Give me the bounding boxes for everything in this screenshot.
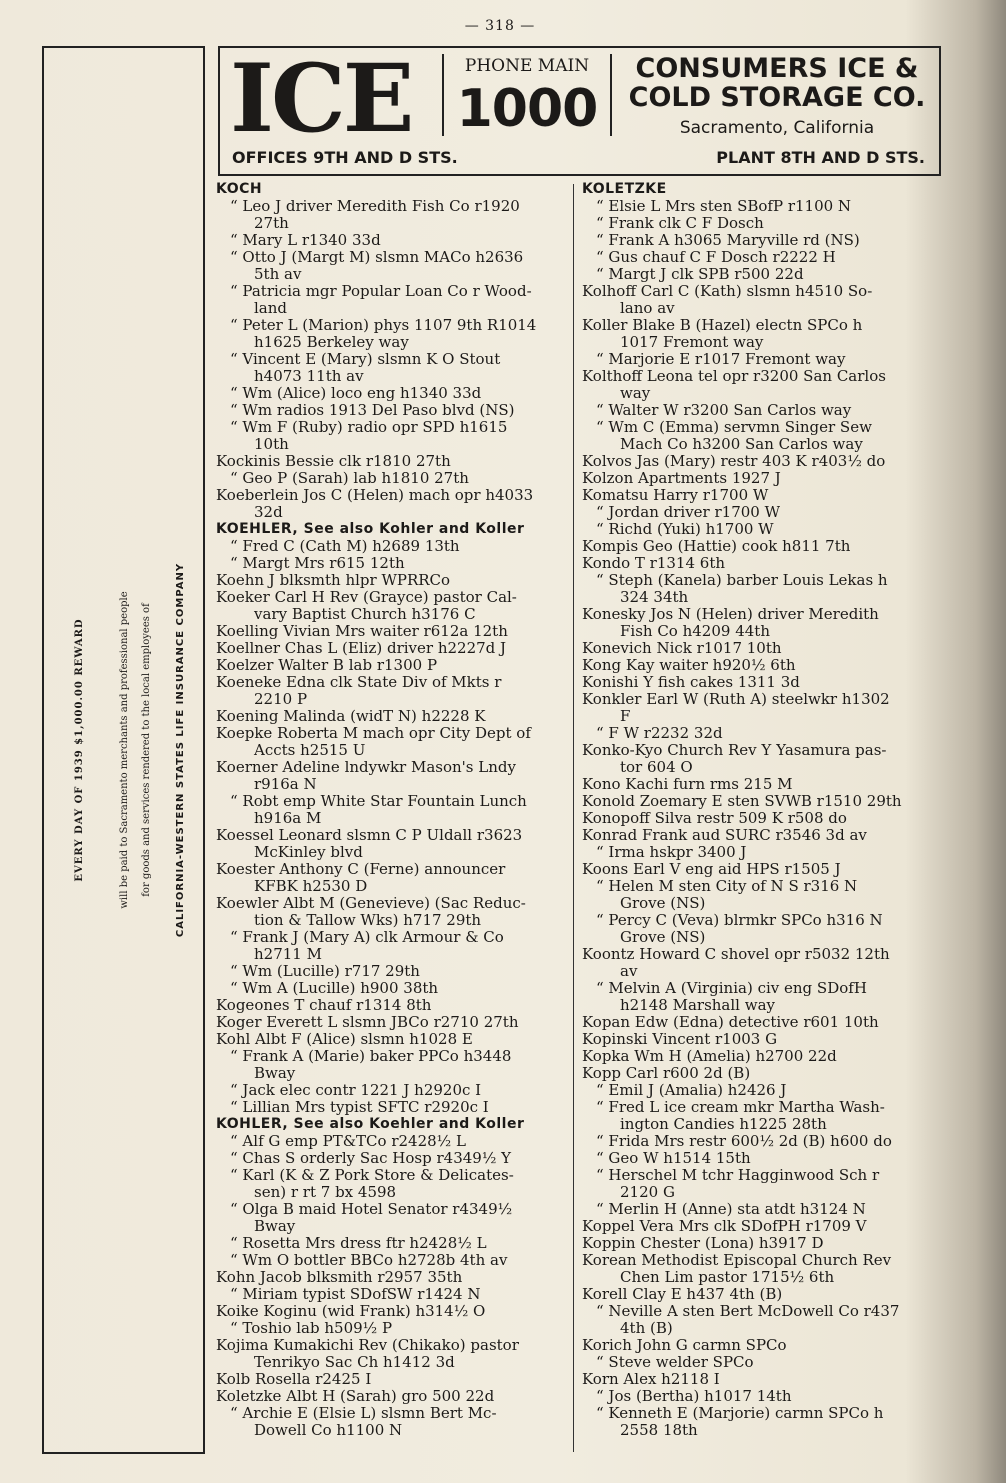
entry-continuation: av bbox=[620, 962, 638, 980]
directory-entry: Konold Zoemary E sten SVWB r1510 29th bbox=[582, 792, 902, 810]
entry-continuation: 324 34th bbox=[620, 588, 689, 606]
entry-continuation: 5th av bbox=[254, 265, 302, 283]
directory-entry: Koppin Chester (Lona) h3917 D bbox=[582, 1234, 824, 1252]
directory-entry: Konkler Earl W (Ruth A) steelwkr h1302 bbox=[582, 690, 890, 708]
directory-entry: Kojima Kumakichi Rev (Chikako) pastor bbox=[216, 1336, 519, 1354]
directory-entry: Kockinis Bessie clk r1810 27th bbox=[216, 452, 451, 470]
entry-continuation: Tenrikyo Sac Ch h1412 3d bbox=[254, 1353, 455, 1371]
directory-entry: “ Alf G emp PT&TCo r2428½ L bbox=[230, 1132, 466, 1150]
directory-entry: “ Peter L (Marion) phys 1107 9th R1014 bbox=[230, 316, 537, 334]
directory-entry: Koehn J blksmth hlpr WPRRCo bbox=[216, 571, 451, 589]
directory-entry: Korell Clay E h437 4th (B) bbox=[582, 1285, 783, 1303]
directory-entry: “ Jack elec contr 1221 J h2920c I bbox=[230, 1081, 482, 1099]
directory-entry: “ Archie E (Elsie L) slsmn Bert Mc- bbox=[230, 1404, 497, 1422]
directory-entry: Koester Anthony C (Ferne) announcer bbox=[216, 860, 506, 878]
phone-label: PHONE MAIN bbox=[464, 56, 590, 76]
directory-entry: “ Margt Mrs r615 12th bbox=[230, 554, 405, 572]
directory-entry: Koening Malinda (widT N) h2228 K bbox=[216, 707, 486, 725]
entry-continuation: McKinley blvd bbox=[254, 843, 363, 861]
entry-continuation: way bbox=[620, 384, 651, 402]
entry-continuation: lano av bbox=[620, 299, 675, 317]
directory-entry: “ Frida Mrs restr 600½ 2d (B) h600 do bbox=[596, 1132, 892, 1150]
section-heading: KOLETZKE bbox=[582, 181, 667, 197]
directory-entry: Konishi Y fish cakes 1311 3d bbox=[582, 673, 800, 691]
directory-entry: Kopan Edw (Edna) detective r601 10th bbox=[582, 1013, 879, 1031]
directory-entry: Kohl Albt F (Alice) slsmn h1028 E bbox=[216, 1030, 473, 1048]
directory-entry: “ Gus chauf C F Dosch r2222 H bbox=[596, 248, 836, 266]
directory-entry: Koepke Roberta M mach opr City Dept of bbox=[216, 724, 531, 742]
directory-entry: “ Vincent E (Mary) slsmn K O Stout bbox=[230, 350, 501, 368]
phone-number: 1000 bbox=[456, 79, 598, 139]
reward-advertisement bbox=[42, 46, 205, 1454]
entry-continuation: tion & Tallow Wks) h717 29th bbox=[254, 911, 482, 929]
directory-entry: “ Percy C (Veva) blrmkr SPCo h316 N bbox=[596, 911, 883, 929]
directory-entry: “ Wm F (Ruby) radio opr SPD h1615 bbox=[230, 418, 508, 436]
offices-address: OFFICES 9TH AND D STS. bbox=[232, 148, 458, 167]
directory-entry: “ Herschel M tchr Hagginwood Sch r bbox=[596, 1166, 880, 1184]
directory-entry: “ Leo J driver Meredith Fish Co r1920 bbox=[230, 197, 520, 215]
ad-divider bbox=[442, 54, 444, 136]
entry-continuation: h2148 Marshall way bbox=[620, 996, 775, 1014]
entry-continuation: Bway bbox=[254, 1064, 296, 1082]
entry-continuation: Mach Co h3200 San Carlos way bbox=[620, 435, 863, 453]
directory-entry: “ Fred C (Cath M) h2689 13th bbox=[230, 537, 460, 555]
plant-address: PLANT 8TH AND D STS. bbox=[716, 148, 925, 167]
directory-entry: Kolb Rosella r2425 I bbox=[216, 1370, 372, 1388]
ice-advertisement bbox=[218, 46, 941, 176]
entry-continuation: 4th (B) bbox=[620, 1319, 673, 1337]
entry-continuation: Fish Co h4209 44th bbox=[620, 622, 770, 640]
ice-headline: ICE bbox=[230, 44, 412, 154]
directory-entry: Koeker Carl H Rev (Grayce) pastor Cal- bbox=[216, 588, 517, 606]
directory-entry: Kolzon Apartments 1927 J bbox=[582, 469, 781, 487]
directory-entry: “ Chas S orderly Sac Hosp r4349½ Y bbox=[230, 1149, 512, 1167]
directory-entry: Koewler Albt M (Genevieve) (Sac Reduc- bbox=[216, 894, 526, 912]
entry-continuation: 1017 Fremont way bbox=[620, 333, 764, 351]
directory-entry: “ Rosetta Mrs dress ftr h2428½ L bbox=[230, 1234, 487, 1252]
directory-entry: Konrad Frank aud SURC r3546 3d av bbox=[582, 826, 867, 844]
directory-entry: Koller Blake B (Hazel) electn SPCo h bbox=[582, 316, 863, 334]
section-heading: KOCH bbox=[216, 181, 263, 197]
directory-entry: “ Walter W r3200 San Carlos way bbox=[596, 401, 852, 419]
directory-entry: Kogeones T chauf r1314 8th bbox=[216, 996, 432, 1014]
directory-entry: “ Robt emp White Star Fountain Lunch bbox=[230, 792, 527, 810]
entry-continuation: 10th bbox=[254, 435, 289, 453]
directory-entry: “ Otto J (Margt M) slsmn MACo h2636 bbox=[230, 248, 524, 266]
entry-continuation: h4073 11th av bbox=[254, 367, 364, 385]
entry-continuation: land bbox=[254, 299, 288, 317]
directory-entry: “ Neville A sten Bert McDowell Co r437 bbox=[596, 1302, 900, 1320]
entry-continuation: r916a N bbox=[254, 775, 317, 793]
page-number: — 318 — bbox=[464, 18, 536, 34]
directory-entry: Koelzer Walter B lab r1300 P bbox=[216, 656, 438, 674]
entry-continuation: h916a M bbox=[254, 809, 322, 827]
directory-entry: Kopinski Vincent r1003 G bbox=[582, 1030, 778, 1048]
reward-headline: EVERY DAY OF 1939 $1,000.00 REWARD bbox=[74, 618, 85, 882]
insurance-company-name: CALIFORNIA-WESTERN STATES LIFE INSURANCE COMPANY bbox=[175, 562, 186, 938]
directory-entry: Kolthoff Leona tel opr r3200 San Carlos bbox=[582, 367, 886, 385]
section-heading: KOEHLER, See also Kohler and Koller bbox=[216, 521, 525, 537]
ad-divider bbox=[610, 54, 612, 136]
directory-entry: Konesky Jos N (Helen) driver Meredith bbox=[582, 605, 879, 623]
company-name bbox=[614, 54, 940, 112]
reward-subline-2: for goods and services rendered to the local employees of bbox=[141, 603, 152, 897]
company-name-line-2: COLD STORAGE CO. bbox=[628, 82, 926, 113]
directory-entry: “ Mary L r1340 33d bbox=[230, 231, 381, 249]
directory-entry: “ Melvin A (Virginia) civ eng SDofH bbox=[596, 979, 867, 997]
reward-advertisement-text bbox=[44, 48, 203, 1452]
entry-continuation: vary Baptist Church h3176 C bbox=[254, 605, 476, 623]
directory-entry: “ Elsie L Mrs sten SBofP r1100 N bbox=[596, 197, 852, 215]
directory-entry: Kondo T r1314 6th bbox=[582, 554, 726, 572]
directory-entry: “ Helen M sten City of N S r316 N bbox=[596, 877, 858, 895]
entry-continuation: h2711 M bbox=[254, 945, 322, 963]
directory-entry: “ Wm (Lucille) r717 29th bbox=[230, 962, 420, 980]
directory-entry: “ Irma hskpr 3400 J bbox=[596, 843, 747, 861]
directory-entry: “ Wm (Alice) loco eng h1340 33d bbox=[230, 384, 482, 402]
entry-continuation: 2558 18th bbox=[620, 1421, 698, 1439]
entry-continuation: h1625 Berkeley way bbox=[254, 333, 409, 351]
directory-column-right bbox=[582, 181, 954, 1439]
directory-entry: Kong Kay waiter h920½ 6th bbox=[582, 656, 796, 674]
directory-entry: “ F W r2232 32d bbox=[596, 724, 723, 742]
entry-continuation: ington Candies h1225 28th bbox=[620, 1115, 827, 1133]
directory-entry: “ Toshio lab h509½ P bbox=[230, 1319, 393, 1337]
entry-continuation: Accts h2515 U bbox=[254, 741, 366, 759]
entry-continuation: Bway bbox=[254, 1217, 296, 1235]
directory-entry: “ Frank clk C F Dosch bbox=[596, 214, 764, 232]
directory-entry: “ Frank J (Mary A) clk Armour & Co bbox=[230, 928, 504, 946]
section-heading: KOHLER, See also Koehler and Koller bbox=[216, 1116, 525, 1132]
directory-entry: Koons Earl V eng aid HPS r1505 J bbox=[582, 860, 841, 878]
entry-continuation: F bbox=[620, 707, 631, 725]
directory-entry: Kolhoff Carl C (Kath) slsmn h4510 So- bbox=[582, 282, 873, 300]
directory-entry: “ Geo P (Sarah) lab h1810 27th bbox=[230, 469, 469, 487]
directory-entry: “ Richd (Yuki) h1700 W bbox=[596, 520, 774, 538]
directory-entry: Kopka Wm H (Amelia) h2700 22d bbox=[582, 1047, 837, 1065]
directory-entry: Koerner Adeline lndywkr Mason's Lndy bbox=[216, 758, 516, 776]
directory-entry: “ Steph (Kanela) barber Louis Lekas h bbox=[596, 571, 888, 589]
directory-entry: Korn Alex h2118 I bbox=[582, 1370, 720, 1388]
company-name-line-1: CONSUMERS ICE & bbox=[635, 53, 919, 84]
directory-entry: “ Jordan driver r1700 W bbox=[596, 503, 781, 521]
directory-entry: Kompis Geo (Hattie) cook h811 7th bbox=[582, 537, 851, 555]
directory-entry: “ Emil J (Amalia) h2426 J bbox=[596, 1081, 787, 1099]
directory-entry: Koger Everett L slsmn JBCo r2710 27th bbox=[216, 1013, 519, 1031]
entry-continuation: Dowell Co h1100 N bbox=[254, 1421, 403, 1439]
directory-entry: “ Lillian Mrs typist SFTC r2920c I bbox=[230, 1098, 489, 1116]
directory-entry: Kopp Carl r600 2d (B) bbox=[582, 1064, 751, 1082]
directory-entry: Koeberlein Jos C (Helen) mach opr h4033 bbox=[216, 486, 534, 504]
directory-entry: Koike Koginu (wid Frank) h314½ O bbox=[216, 1302, 486, 1320]
directory-entry: “ Karl (K & Z Pork Store & Delicates- bbox=[230, 1166, 514, 1184]
directory-entry: “ Wm O bottler BBCo h2728b 4th av bbox=[230, 1251, 508, 1269]
column-divider bbox=[573, 184, 574, 1452]
directory-entry: “ Wm C (Emma) servmn Singer Sew bbox=[596, 418, 872, 436]
directory-entry: “ Frank A (Marie) baker PPCo h3448 bbox=[230, 1047, 512, 1065]
directory-entry: Koessel Leonard slsmn C P Uldall r3623 bbox=[216, 826, 523, 844]
entry-continuation: 27th bbox=[254, 214, 289, 232]
directory-entry: “ Jos (Bertha) h1017 14th bbox=[596, 1387, 792, 1405]
entry-continuation: Chen Lim pastor 1715½ 6th bbox=[620, 1268, 835, 1286]
directory-entry: “ Patricia mgr Popular Loan Co r Wood- bbox=[230, 282, 532, 300]
directory-entry: Kolvos Jas (Mary) restr 403 K r403½ do bbox=[582, 452, 886, 470]
entry-continuation: KFBK h2530 D bbox=[254, 877, 368, 895]
directory-entry: “ Olga B maid Hotel Senator r4349½ bbox=[230, 1200, 513, 1218]
directory-entry: “ Margt J clk SPB r500 22d bbox=[596, 265, 804, 283]
directory-entry: “ Steve welder SPCo bbox=[596, 1353, 754, 1371]
company-city: Sacramento, California bbox=[679, 118, 875, 138]
directory-entry: Konko-Kyo Church Rev Y Yasamura pas- bbox=[582, 741, 887, 759]
directory-entry: “ Miriam typist SDofSW r1424 N bbox=[230, 1285, 481, 1303]
directory-entry: Kohn Jacob blksmith r2957 35th bbox=[216, 1268, 463, 1286]
directory-entry: “ Wm A (Lucille) h900 38th bbox=[230, 979, 439, 997]
reward-subline-1: will be paid to Sacramento merchants and professional people bbox=[119, 591, 130, 909]
entry-continuation: tor 604 O bbox=[620, 758, 693, 776]
directory-entry: Koellner Chas L (Eliz) driver h2227d J bbox=[216, 639, 507, 657]
directory-entry: Koelling Vivian Mrs waiter r612a 12th bbox=[216, 622, 508, 640]
directory-entry: “ Frank A h3065 Maryville rd (NS) bbox=[596, 231, 860, 249]
directory-entry: Korich John G carmn SPCo bbox=[582, 1336, 787, 1354]
directory-entry: Koeneke Edna clk State Div of Mkts r bbox=[216, 673, 502, 691]
directory-entry: Koontz Howard C shovel opr r5032 12th bbox=[582, 945, 890, 963]
directory-entry: Kono Kachi furn rms 215 M bbox=[582, 775, 793, 793]
entry-continuation: sen) r rt 7 bx 4598 bbox=[254, 1183, 397, 1201]
entry-continuation: Grove (NS) bbox=[620, 894, 706, 912]
directory-entry: “ Wm radios 1913 Del Paso blvd (NS) bbox=[230, 401, 515, 419]
directory-entry: “ Merlin H (Anne) sta atdt h3124 N bbox=[596, 1200, 866, 1218]
directory-entry: Korean Methodist Episcopal Church Rev bbox=[582, 1251, 892, 1269]
directory-entry: “ Marjorie E r1017 Fremont way bbox=[596, 350, 846, 368]
directory-entry: “ Kenneth E (Marjorie) carmn SPCo h bbox=[596, 1404, 884, 1422]
entry-continuation: 2210 P bbox=[254, 690, 308, 708]
entry-continuation: 32d bbox=[254, 503, 283, 521]
directory-entry: “ Fred L ice cream mkr Martha Wash- bbox=[596, 1098, 885, 1116]
directory-entry: Konevich Nick r1017 10th bbox=[582, 639, 782, 657]
directory-entry: Koletzke Albt H (Sarah) gro 500 22d bbox=[216, 1387, 495, 1405]
directory-entry: Komatsu Harry r1700 W bbox=[582, 486, 769, 504]
directory-column-left bbox=[216, 181, 572, 1439]
entry-continuation: 2120 G bbox=[620, 1183, 675, 1201]
entry-continuation: Grove (NS) bbox=[620, 928, 706, 946]
directory-entry: Koppel Vera Mrs clk SDofPH r1709 V bbox=[582, 1217, 867, 1235]
directory-entry: “ Geo W h1514 15th bbox=[596, 1149, 751, 1167]
directory-entry: Konopoff Silva restr 509 K r508 do bbox=[582, 809, 847, 827]
